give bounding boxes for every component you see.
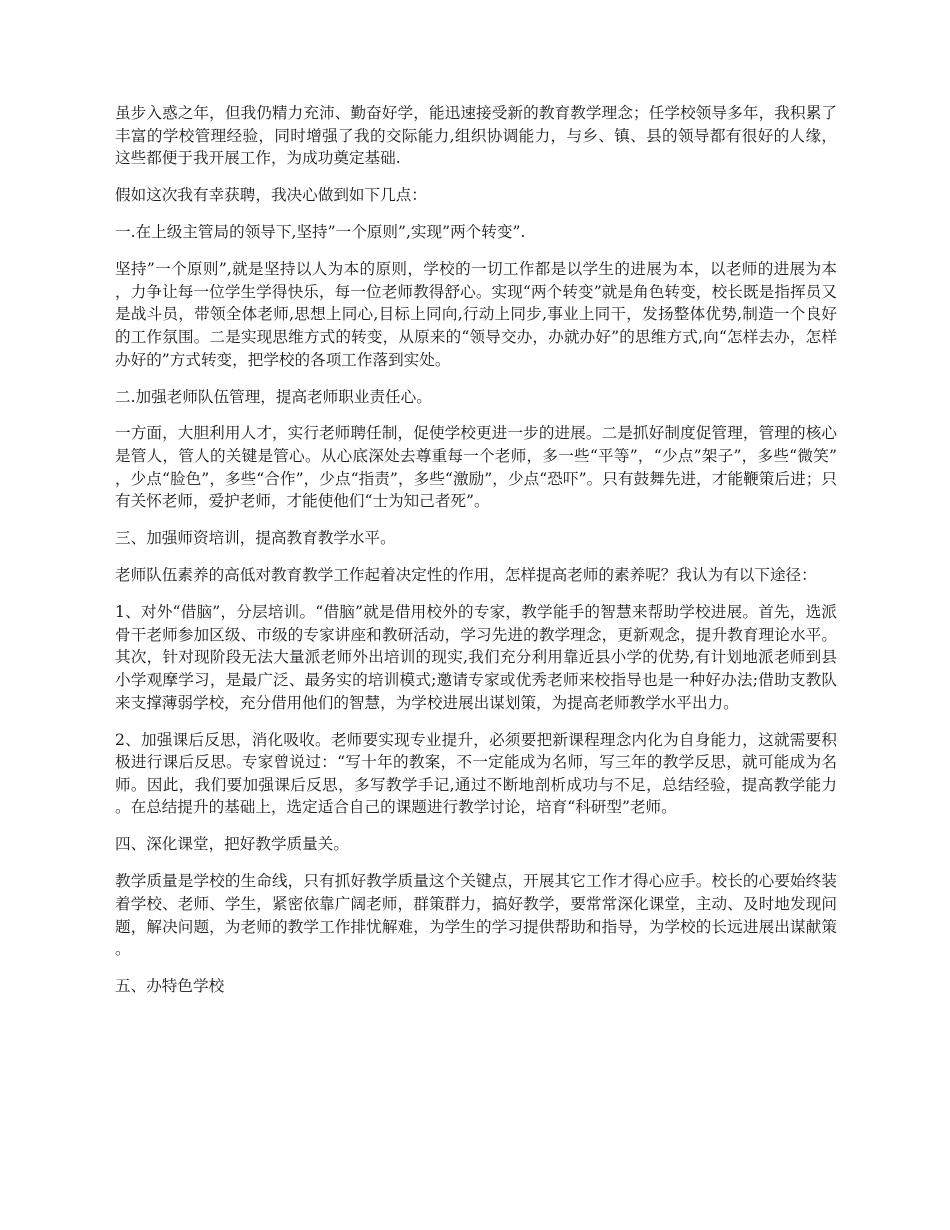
heading-point-3: 三、加强师资培训，提高教育教学水平。 xyxy=(115,529,396,548)
heading-point-4: 四、深化课堂，把好教学质量关。 xyxy=(115,835,349,854)
paragraph-intro: 假如这次我有幸获聘，我决心做到如下几点： xyxy=(115,186,427,205)
paragraph-external-training: 1、对外“借脑”，分层培训。“借脑”就是借用校外的专家，教学能手的智慧来帮助学校进展。首先，选派骨干老师参加区级、市级的专家讲座和教研活动，学习先进的教学理念，更新观念，提升教育理论水平。其次，针对现阶段无法大量派老师外出培训的现实,我们充分利用靠近县小学的优势,有计划地派老师到县小学观摩学习，是最广泛、最务实的培训模式;邀请专家或优秀老师来校指导也是一种好办法;借助支教队来支撑薄弱学校，充分借用他们的智慧，为学校进展出谋划策，为提高老师教学水平出力。 xyxy=(115,603,837,712)
paragraph-principle: 坚持”一个原则”,就是坚持以人为本的原则，学校的一切工作都是以学生的进展为本，以老师的进展为本，力争让每一位学生学得快乐，每一位老师教得舒心。实现“两个转变”就是角色转变，校长既是指挥员又是战斗员，带领全体老师,思想上同心,目标上同向,行动上同步,事业上同干，发扬整体优势,制造一个良好的工作氛围。二是实现思维方式的转变，从原来的“领导交办，办就办好”的思维方式,向“怎样去办，怎样办好的”方式转变，把学校的各项工作落到实处。 xyxy=(115,260,837,369)
paragraph-reflection: 2、加强课后反思，消化吸收。老师要实现专业提升，必须要把新课程理念内化为自身能力，这就需要积极进行课后反思。专家曾说过：“写十年的教案，不一定能成为名师，写三年的教学反思，就可能成为名师。因此，我们要加强课后反思，多写教学手记,通过不断地剖析成功与不足，总结经验，提高教学能力。在总结提升的基础上，选定适合自己的课题进行教学讨论，培育“科研型”老师。 xyxy=(115,730,837,817)
document-body xyxy=(115,102,837,1012)
paragraph-team-management: 一方面，大胆利用人才，实行老师聘任制，促使学校更进一步的进展。二是抓好制度促管理，管理的核心是管人，管人的关键是管心。从心底深处去尊重每一个老师，多一些“平等”，“少点”架子”，多些“微笑”，少点“脸色”，多些“合作”，少点“指责”，多些“激励”，少点“恐吓”。只有鼓舞先进，才能鞭策后进；只有关怀老师，爱护老师，才能使他们“士为知己者死”。 xyxy=(115,424,837,511)
heading-point-5: 五、办特色学校 xyxy=(115,977,225,996)
heading-point-2: 二.加强老师队伍管理，提高老师职业责任心。 xyxy=(115,387,432,406)
paragraph-qualifications: 虽步入惑之年，但我仍精力充沛、勤奋好学，能迅速接受新的教育教学理念；任学校领导多年，我积累了丰富的学校管理经验，同时增强了我的交际能力,组织协调能力，与乡、镇、县的领导都有很好的人缘，这些都便于我开展工作，为成功奠定基础. xyxy=(115,104,837,168)
heading-point-1: 一.在上级主管局的领导下,坚持”一个原则”,实现”两个转变”. xyxy=(115,223,526,242)
paragraph-teacher-quality: 老师队伍素养的高低对教育教学工作起着决定性的作用，怎样提高老师的素养呢？我认为有以下途径： xyxy=(115,566,817,585)
paragraph-teaching-quality: 教学质量是学校的生命线，只有抓好教学质量这个关键点，开展其它工作才得心应手。校长的心要始终装着学校、老师、学生，紧密依靠广阔老师，群策群力，搞好教学，要常常深化课堂，主动、及时地发现问题，解决问题，为老师的教学工作排忧解难，为学生的学习提供帮助和指导，为学校的长远进展出谋献策。 xyxy=(115,872,837,959)
